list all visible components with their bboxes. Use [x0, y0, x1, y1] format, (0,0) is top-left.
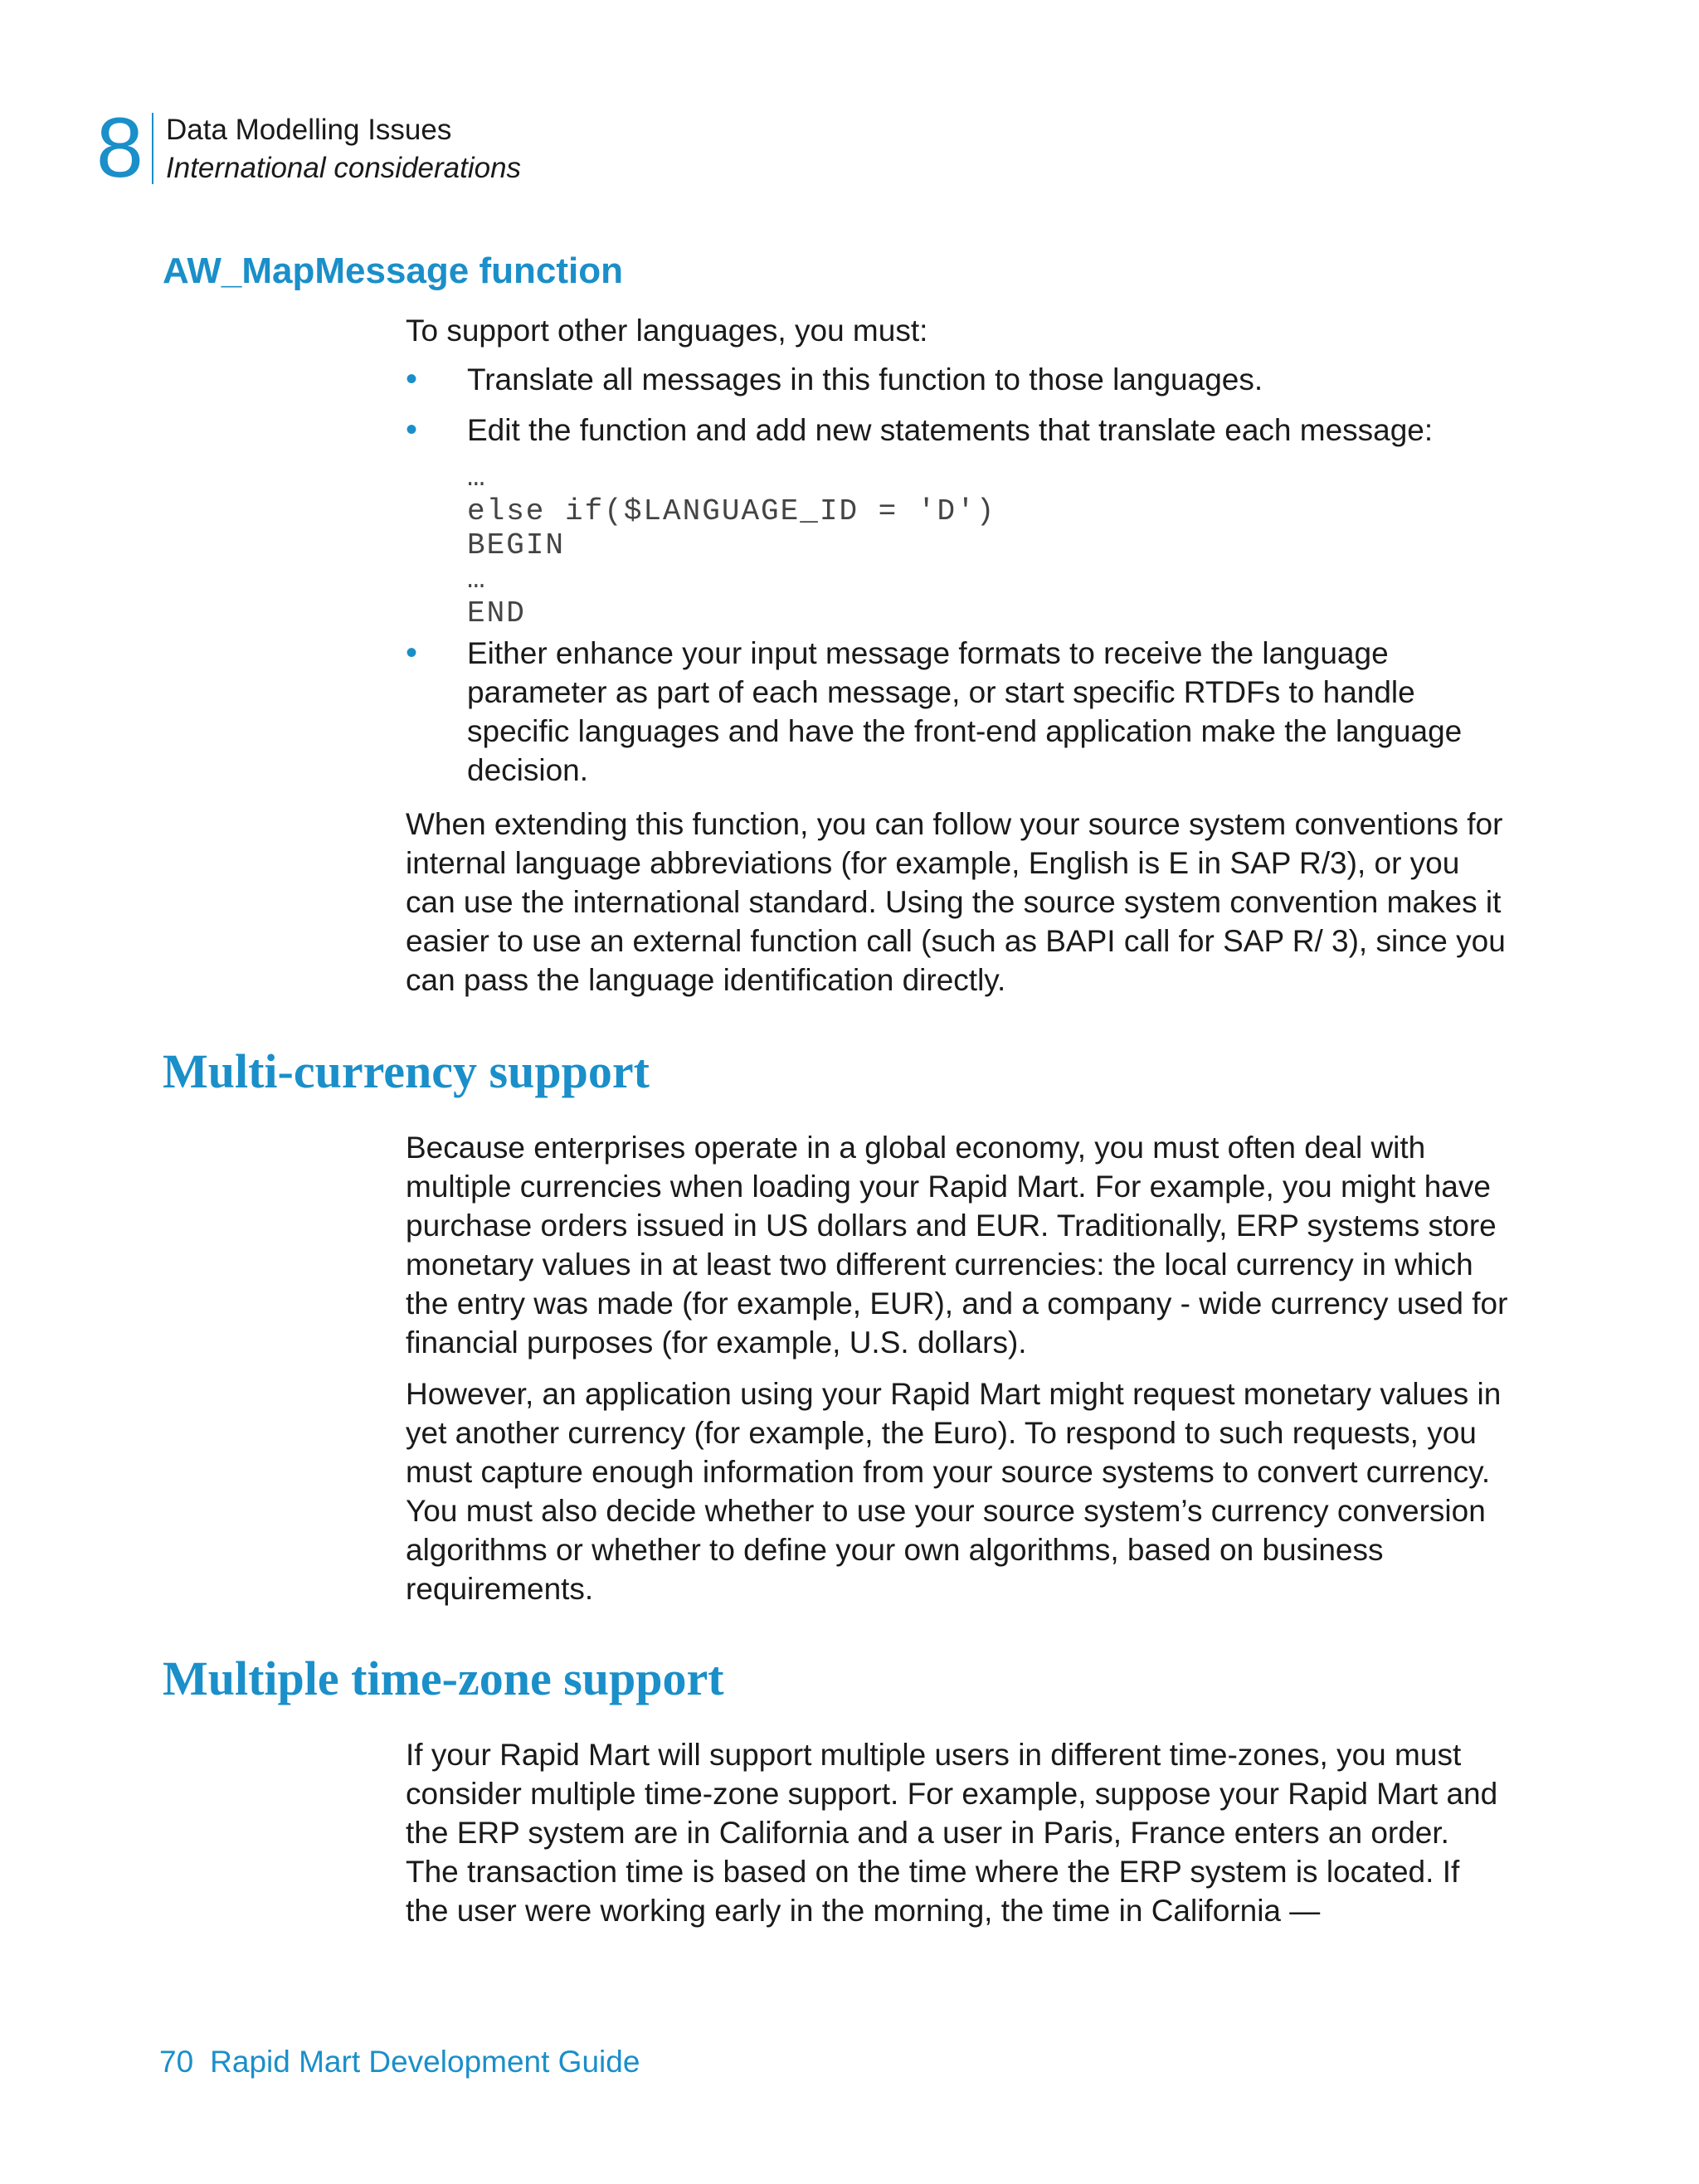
- aw-conventions-paragraph: [406, 805, 1509, 1000]
- bullet-text: Translate all messages in this function to those languages.: [467, 362, 1263, 396]
- bullet-item: [406, 411, 1509, 450]
- time-zone-text: If your Rapid Mart will support multiple users in different time-zones, you must consider multiple time-zone support. For example, suppose your Rapid Mart and the ERP system are in California and a user in Paris, France enters an order. The transaction time is based on the time where the ERP system is located. If the user were working early in the morning, the time in California —: [406, 1738, 1498, 1928]
- code-line: END: [467, 596, 526, 630]
- currency-paragraph-1: [406, 1128, 1509, 1362]
- aw-conventions-text: When extending this function, you can follow your source system conventions for internal language abbreviations (for example, English is E in SAP R/3), or you can use the international standard. Using the source system convention makes it easier to use an external function call (such as BAPI call for SAP R/ 3), since you can pass the language identification directly.: [406, 807, 1506, 997]
- bullet-text: Either enhance your input message formats to receive the language parameter as part of each message, or start specific RTDFs to handle specific languages and have the front-end application make the language decision.: [467, 636, 1463, 787]
- time-zone-paragraph: [406, 1735, 1509, 1930]
- page-footer: [159, 2045, 640, 2079]
- code-line: …: [467, 460, 487, 494]
- code-block: [467, 460, 996, 630]
- bullet-icon: •: [406, 411, 418, 448]
- page-number: 70: [159, 2045, 194, 2079]
- bullet-item: [406, 360, 1509, 399]
- chapter-number: 8: [96, 100, 142, 195]
- currency-text-1: Because enterprises operate in a global economy, you must often deal with multiple currencies when loading your Rapid Mart. For example, you might have purchase orders issued in US dollars and EUR. Traditionally, ERP systems store monetary values in at least two different currencies: the local currency in which the entry was made (for example, EUR), and a company - wide currency used for financial purposes (for example, U.S. dollars).: [406, 1131, 1508, 1360]
- code-line: BEGIN: [467, 528, 566, 562]
- bullet-item: [406, 634, 1509, 790]
- section-title: International considerations: [166, 152, 522, 184]
- aw-intro-text: To support other languages, you must:: [406, 314, 928, 348]
- aw-mapmessage-heading: AW_MapMessage function: [163, 251, 623, 291]
- time-zone-heading: Multiple time-zone support: [163, 1651, 724, 1705]
- multi-currency-heading: Multi-currency support: [163, 1044, 650, 1098]
- currency-paragraph-2: [406, 1374, 1509, 1608]
- aw-intro-paragraph: [406, 311, 1509, 350]
- guide-title: Rapid Mart Development Guide: [210, 2045, 640, 2079]
- bullet-icon: •: [406, 361, 418, 397]
- chapter-title: Data Modelling Issues: [166, 114, 452, 146]
- bullet-icon: •: [406, 635, 418, 671]
- code-line: …: [467, 562, 487, 596]
- currency-text-2: However, an application using your Rapid Mart might request monetary values in yet another currency (for example, the Euro). To respond to such requests, you must capture enough information from your source systems to convert currency. You must also decide whether to use your source system’s currency conversion algorithms or whether to define your own algorithms, based on business requirements.: [406, 1377, 1502, 1606]
- header-divider: [152, 113, 153, 184]
- bullet-text: Edit the function and add new statements that translate each message:: [467, 413, 1434, 447]
- code-line: else if($LANGUAGE_ID = 'D'): [467, 494, 996, 528]
